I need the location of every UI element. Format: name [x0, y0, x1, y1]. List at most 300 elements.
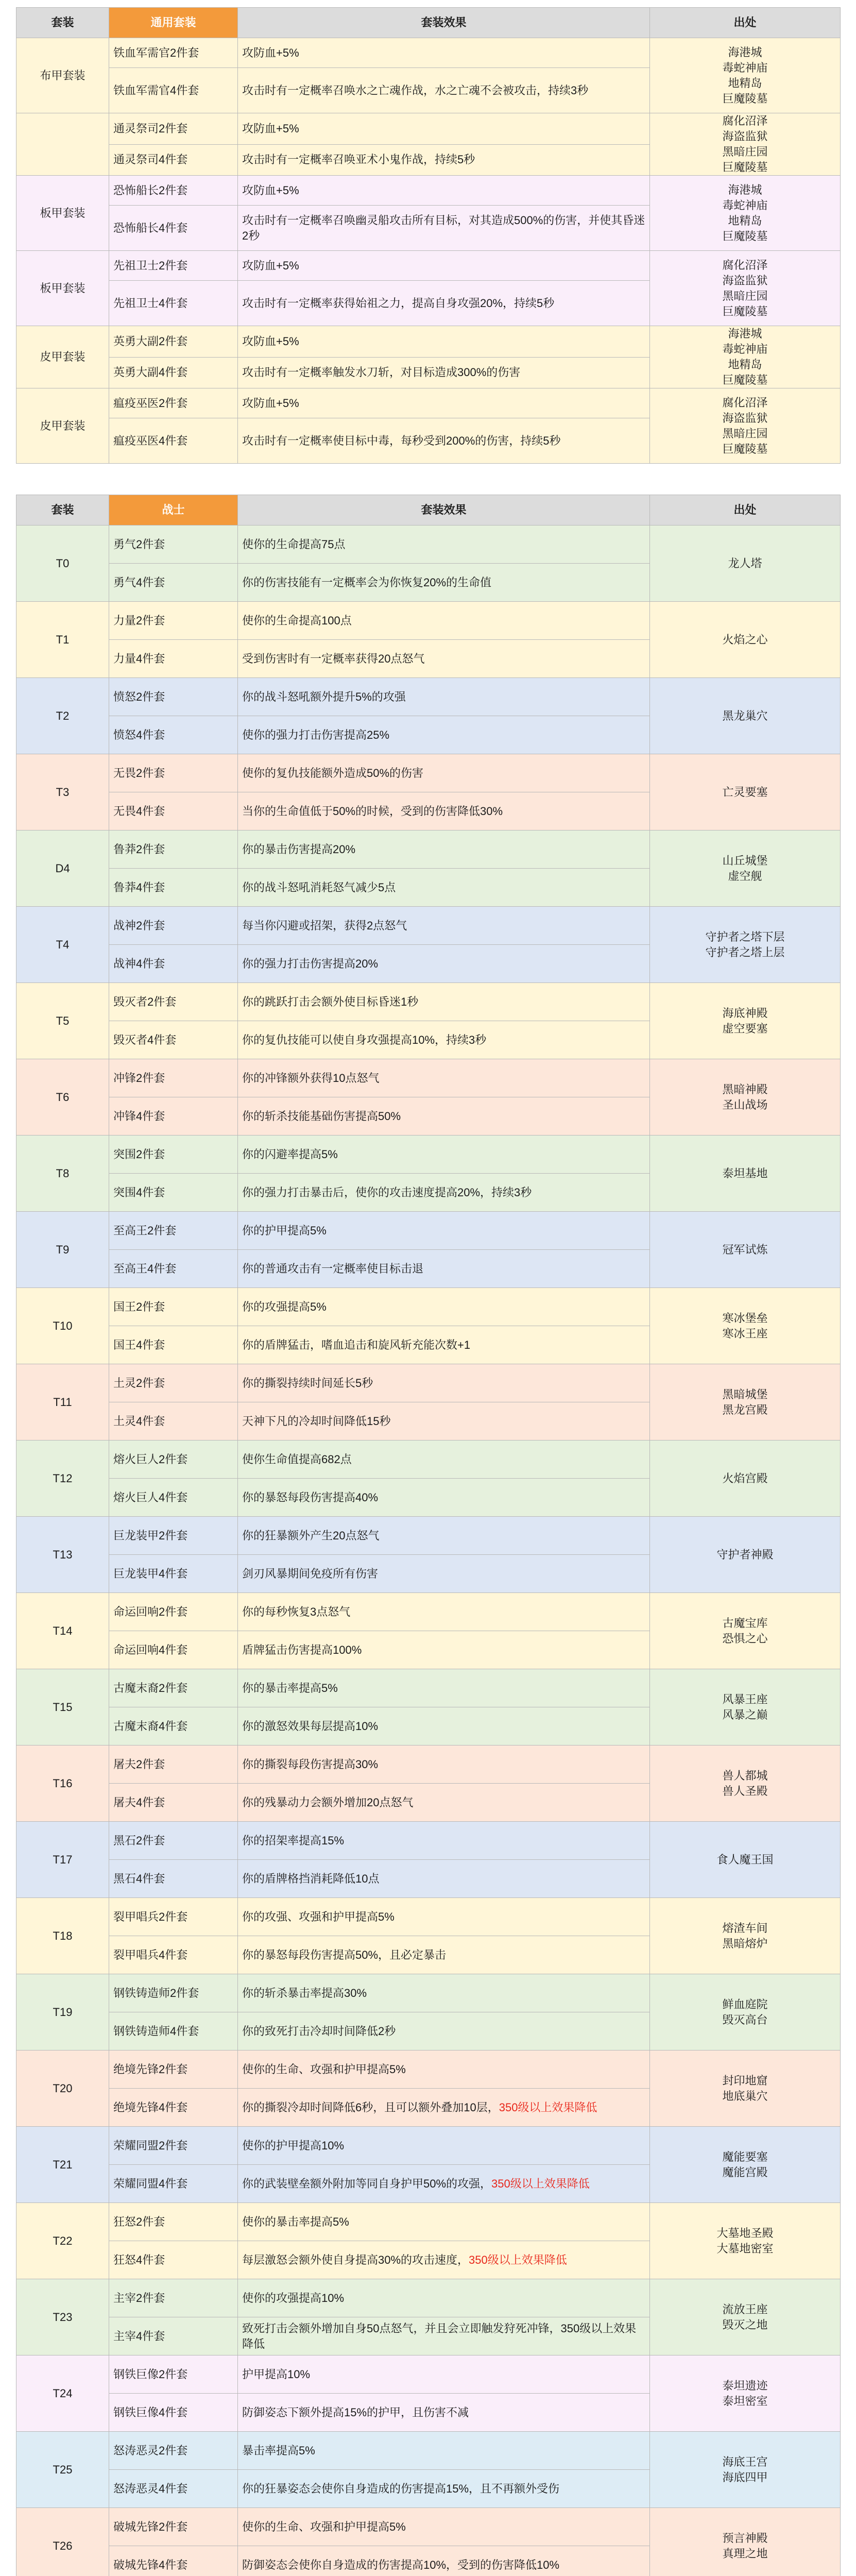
piece-cell: 熔火巨人2件套 — [109, 1440, 238, 1479]
piece-cell: 瘟疫巫医4件套 — [109, 418, 238, 464]
effect-text: 防御姿态下额外提高15%的护甲，且伤害不减 — [242, 2405, 469, 2419]
source-cell — [650, 754, 841, 831]
effect-cell — [238, 640, 650, 678]
effect-text: 攻击时有一定概率召唤幽灵船攻击所有目标，对其造成500%的伤害，并使其昏迷2秒 — [242, 213, 645, 242]
effect-cell — [238, 1021, 650, 1059]
effect-text: 致死打击会额外增加自身50点怒气，并且会立即触发狩死冲锋，350级以上效果降低 — [242, 2321, 637, 2350]
effect-cell — [238, 1593, 650, 1631]
source-location: 黑龙巢穴 — [722, 709, 768, 722]
source-cell — [650, 2050, 841, 2127]
header-tier: 套装 — [16, 495, 109, 526]
piece-cell: 突围4件套 — [109, 1174, 238, 1212]
effect-cell — [238, 2241, 650, 2279]
effect-cell — [238, 831, 650, 869]
effect-cell — [238, 983, 650, 1021]
effect-text: 天神下凡的冷却时间降低15秒 — [242, 1414, 391, 1428]
source-cell — [650, 1898, 841, 1974]
source-location: 海港城 — [728, 327, 762, 340]
set-name-cell: T3 — [16, 754, 109, 831]
source-location: 兽人圣殿 — [722, 1784, 768, 1798]
source-location: 大墓地圣殿 — [716, 2226, 774, 2240]
warrior-set-header-row — [16, 495, 841, 526]
effect-cell — [238, 144, 650, 176]
set-name-cell: T24 — [16, 2355, 109, 2432]
source-location: 熔渣车间 — [722, 1921, 768, 1935]
set-name-cell: T21 — [16, 2127, 109, 2203]
effect-text: 攻防血+5% — [242, 334, 299, 348]
table-row — [16, 326, 841, 358]
effect-cell — [238, 113, 650, 145]
effect-warning-text: 350级以上效果降低 — [469, 2253, 567, 2266]
table-row — [16, 2279, 841, 2317]
piece-cell: 愤怒4件套 — [109, 716, 238, 754]
header-set: 套装 — [16, 8, 109, 38]
table-row — [16, 1669, 841, 1707]
set-name-cell: T11 — [16, 1364, 109, 1440]
table-row — [16, 2432, 841, 2470]
table-row — [16, 2355, 841, 2394]
set-name-cell: T1 — [16, 602, 109, 678]
effect-cell — [238, 1326, 650, 1364]
effect-cell — [238, 68, 650, 113]
piece-cell: 绝境先锋2件套 — [109, 2050, 238, 2089]
effect-cell — [238, 1860, 650, 1898]
source-cell — [650, 526, 841, 602]
set-name-cell — [16, 113, 109, 176]
source-location: 守护者之塔上层 — [705, 945, 785, 959]
source-location: 寒冰王座 — [722, 1327, 768, 1340]
effect-cell — [238, 326, 650, 358]
set-name-cell: T10 — [16, 1288, 109, 1364]
source-location: 魔能宫殿 — [722, 2165, 768, 2179]
effect-cell — [238, 792, 650, 831]
piece-cell: 巨龙装甲4件套 — [109, 1555, 238, 1593]
set-name-cell: T18 — [16, 1898, 109, 1974]
piece-cell: 突围2件套 — [109, 1136, 238, 1174]
source-location: 古魔宝库 — [722, 1616, 768, 1630]
set-name-cell: 布甲套装 — [16, 38, 109, 113]
effect-text: 攻防血+5% — [242, 396, 299, 410]
effect-text: 使你的护甲提高10% — [242, 2139, 345, 2152]
source-location: 海盗监狱 — [722, 130, 768, 143]
source-location: 地底巢穴 — [722, 2089, 768, 2103]
effect-cell — [238, 2355, 650, 2394]
source-cell — [650, 983, 841, 1059]
piece-cell: 鲁莽4件套 — [109, 869, 238, 907]
piece-cell: 铁血军需官4件套 — [109, 68, 238, 113]
source-location: 冠军试炼 — [722, 1243, 768, 1256]
effect-text: 你的暴击率提高5% — [242, 1681, 338, 1694]
source-cell — [650, 1974, 841, 2050]
table-row — [16, 2508, 841, 2546]
effect-text: 使你的生命提高75点 — [242, 537, 346, 551]
piece-cell: 破城先锋2件套 — [109, 2508, 238, 2546]
piece-cell: 战神4件套 — [109, 945, 238, 983]
effect-cell — [238, 2012, 650, 2050]
source-cell — [650, 1669, 841, 1745]
effect-text: 你的战斗怒吼消耗怒气减少5点 — [242, 880, 396, 894]
table-row — [16, 1745, 841, 1784]
effect-text: 你的残暴动力会额外增加20点怒气 — [242, 1795, 414, 1809]
source-location: 泰坦基地 — [722, 1166, 768, 1180]
source-location: 守护者神殿 — [716, 1548, 774, 1561]
source-location: 恐惧之心 — [722, 1632, 768, 1645]
table-row — [16, 38, 841, 68]
set-name-cell: T5 — [16, 983, 109, 1059]
effect-cell — [238, 418, 650, 464]
source-location: 封印地窟 — [722, 2074, 768, 2087]
table-row — [16, 526, 841, 564]
header-warrior: 战士 — [109, 495, 238, 526]
effect-cell — [238, 1288, 650, 1326]
effect-cell — [238, 526, 650, 564]
effect-cell — [238, 388, 650, 418]
header-source-2: 出处 — [650, 495, 841, 526]
piece-cell: 力量4件套 — [109, 640, 238, 678]
effect-cell — [238, 1784, 650, 1822]
piece-cell: 钢铁巨像2件套 — [109, 2355, 238, 2394]
source-cell — [650, 2127, 841, 2203]
effect-text: 每层激怒会额外使自身提高30%的攻击速度， — [242, 2253, 469, 2266]
source-location: 黑龙宫殿 — [722, 1403, 768, 1416]
effect-text: 你的攻强提高5% — [242, 1300, 327, 1313]
effect-cell — [238, 2394, 650, 2432]
source-location: 腐化沼泽 — [722, 114, 768, 127]
effect-cell — [238, 945, 650, 983]
table-gap — [16, 464, 840, 495]
set-name-cell: T17 — [16, 1822, 109, 1898]
source-location: 虚空舰 — [728, 869, 762, 883]
set-name-cell: T19 — [16, 1974, 109, 2050]
source-cell — [650, 1136, 841, 1212]
piece-cell: 黑石4件套 — [109, 1860, 238, 1898]
source-location: 龙人塔 — [728, 556, 762, 570]
table-row — [16, 1212, 841, 1250]
effect-cell — [238, 754, 650, 792]
effect-text: 你的伤害技能有一定概率会为你恢复20%的生命值 — [242, 575, 492, 589]
piece-cell: 无畏2件套 — [109, 754, 238, 792]
general-set-table — [16, 7, 841, 464]
set-name-cell: 板甲套装 — [16, 251, 109, 326]
source-cell — [650, 251, 841, 326]
source-location: 海底四甲 — [722, 2470, 768, 2484]
effect-text: 你的暴怒每段伤害提高40% — [242, 1490, 379, 1504]
table-row — [16, 1822, 841, 1860]
effect-cell — [238, 1707, 650, 1745]
effect-text: 你的招架率提高15% — [242, 1834, 345, 1847]
piece-cell: 瘟疫巫医2件套 — [109, 388, 238, 418]
effect-text: 使你的暴击率提高5% — [242, 2215, 349, 2228]
header-source: 出处 — [650, 8, 841, 38]
piece-cell: 狂怒2件套 — [109, 2203, 238, 2241]
set-name-cell: T26 — [16, 2508, 109, 2576]
source-cell — [650, 602, 841, 678]
effect-cell — [238, 564, 650, 602]
source-cell — [650, 1822, 841, 1898]
set-name-cell: 板甲套装 — [16, 176, 109, 251]
effect-text: 攻击时有一定概率使目标中毒，每秒受到200%的伤害，持续5秒 — [242, 434, 561, 447]
set-name-cell: T16 — [16, 1745, 109, 1822]
effect-text: 你的暴击伤害提高20% — [242, 842, 356, 856]
effect-cell — [238, 2546, 650, 2576]
effect-text: 攻防血+5% — [242, 122, 299, 135]
effect-text: 你的冲锋额外获得10点怒气 — [242, 1071, 380, 1084]
effect-cell — [238, 1059, 650, 1097]
source-location: 黑暗庄园 — [722, 289, 768, 302]
source-location: 地精岛 — [728, 76, 762, 90]
source-location: 巨魔陵墓 — [722, 442, 768, 455]
source-location: 流放王座 — [722, 2302, 768, 2316]
set-name-cell: T0 — [16, 526, 109, 602]
effect-text: 你的致死打击冷却时间降低2秒 — [242, 2024, 396, 2038]
set-name-cell: T9 — [16, 1212, 109, 1288]
table-row — [16, 1517, 841, 1555]
effect-cell — [238, 869, 650, 907]
effect-cell — [238, 1250, 650, 1288]
source-cell — [650, 2508, 841, 2576]
effect-cell — [238, 1440, 650, 1479]
piece-cell: 英勇大副2件套 — [109, 326, 238, 358]
effect-text: 你的狂暴额外产生20点怒气 — [242, 1529, 380, 1542]
piece-cell: 裂甲唱兵4件套 — [109, 1936, 238, 1974]
source-cell — [650, 1593, 841, 1669]
effect-cell — [238, 2165, 650, 2203]
piece-cell: 破城先锋4件套 — [109, 2546, 238, 2576]
set-name-cell: 皮甲套装 — [16, 326, 109, 388]
table-row — [16, 1059, 841, 1097]
effect-cell — [238, 176, 650, 206]
source-location: 黑暗庄园 — [722, 145, 768, 158]
source-cell — [650, 1288, 841, 1364]
effect-warning-text: 350级以上效果降低 — [491, 2177, 590, 2190]
source-cell — [650, 831, 841, 907]
table-row — [16, 1593, 841, 1631]
effect-text: 使你的生命、攻强和护甲提高5% — [242, 2520, 406, 2533]
effect-text: 攻击时有一定概率获得始祖之力，提高自身攻强20%，持续5秒 — [242, 296, 555, 310]
effect-text: 你的斩杀技能基础伤害提高50% — [242, 1109, 401, 1123]
piece-cell: 巨龙装甲2件套 — [109, 1517, 238, 1555]
piece-cell: 勇气4件套 — [109, 564, 238, 602]
source-location: 腐化沼泽 — [722, 258, 768, 272]
source-location: 海盗监狱 — [722, 274, 768, 287]
effect-text: 攻击时有一定概率召唤亚术小鬼作战，持续5秒 — [242, 153, 475, 166]
effect-text: 你的普通攻击有一定概率使目标击退 — [242, 1262, 424, 1275]
source-cell — [650, 1745, 841, 1822]
effect-cell — [238, 1555, 650, 1593]
set-name-cell: T25 — [16, 2432, 109, 2508]
effect-text: 你的撕裂冷却时间降低6秒，且可以额外叠加10层， — [242, 2100, 499, 2114]
effect-text: 你的盾牌格挡消耗降低10点 — [242, 1872, 380, 1885]
source-location: 鲜血庭院 — [722, 1997, 768, 2011]
piece-cell: 古魔末裔2件套 — [109, 1669, 238, 1707]
piece-cell: 铁血军需官2件套 — [109, 38, 238, 68]
source-location: 兽人都城 — [722, 1769, 768, 1782]
piece-cell: 毁灭者4件套 — [109, 1021, 238, 1059]
effect-cell — [238, 1136, 650, 1174]
source-cell — [650, 326, 841, 388]
source-cell — [650, 176, 841, 251]
effect-text: 当你的生命值低于50%的时候，受到的伤害降低30% — [242, 804, 503, 818]
table-row — [16, 602, 841, 640]
set-name-cell: D4 — [16, 831, 109, 907]
piece-cell: 毁灭者2件套 — [109, 983, 238, 1021]
source-location: 毒蛇神庙 — [722, 343, 768, 355]
effect-cell — [238, 1174, 650, 1212]
source-cell — [650, 113, 841, 176]
set-name-cell: 皮甲套装 — [16, 388, 109, 464]
piece-cell: 无畏4件套 — [109, 792, 238, 831]
source-location: 大墓地密室 — [716, 2242, 774, 2255]
effect-text: 你的每秒恢复3点怒气 — [242, 1605, 351, 1618]
piece-cell: 古魔末裔4件套 — [109, 1707, 238, 1745]
source-location: 海港城 — [728, 45, 762, 59]
effect-cell — [238, 1745, 650, 1784]
piece-cell: 命运回响2件套 — [109, 1593, 238, 1631]
piece-cell: 屠夫4件套 — [109, 1784, 238, 1822]
effect-text: 攻击时有一定概率触发水刀斩，对目标造成300%的伤害 — [242, 366, 521, 379]
table-row — [16, 2203, 841, 2241]
source-location: 海港城 — [728, 183, 762, 196]
effect-cell — [238, 1517, 650, 1555]
effect-cell — [238, 1898, 650, 1936]
source-location: 守护者之塔下层 — [705, 930, 785, 943]
effect-cell — [238, 2279, 650, 2317]
piece-cell: 愤怒2件套 — [109, 678, 238, 716]
set-name-cell: T6 — [16, 1059, 109, 1136]
source-location: 海盗监狱 — [722, 411, 768, 425]
source-location: 黑暗熔炉 — [722, 1937, 768, 1950]
source-location: 黑暗神殿 — [722, 1082, 768, 1096]
source-cell — [650, 1364, 841, 1440]
effect-text: 每当你闪避或招架，获得2点怒气 — [242, 919, 407, 932]
piece-cell: 战神2件套 — [109, 907, 238, 945]
piece-cell: 荣耀同盟2件套 — [109, 2127, 238, 2165]
effect-cell — [238, 2508, 650, 2546]
table-row — [16, 1136, 841, 1174]
effect-text: 你的暴怒每段伤害提高50%，且必定暴击 — [242, 1948, 447, 1961]
set-name-cell: T2 — [16, 678, 109, 754]
source-location: 预言神殿 — [722, 2531, 768, 2545]
table-row — [16, 1974, 841, 2012]
source-cell — [650, 1212, 841, 1288]
source-location: 黑暗城堡 — [722, 1387, 768, 1401]
piece-cell: 至高王2件套 — [109, 1212, 238, 1250]
effect-cell — [238, 678, 650, 716]
effect-cell — [238, 1402, 650, 1440]
effect-text: 你的护甲提高5% — [242, 1224, 327, 1237]
source-location: 圣山战场 — [722, 1098, 768, 1111]
effect-cell — [238, 1936, 650, 1974]
piece-cell: 英勇大副4件套 — [109, 357, 238, 388]
table-row — [16, 2127, 841, 2165]
effect-text: 使你的生命、攻强和护甲提高5% — [242, 2062, 406, 2076]
source-cell — [650, 907, 841, 983]
piece-cell: 通灵祭司2件套 — [109, 113, 238, 145]
set-name-cell: T8 — [16, 1136, 109, 1212]
warrior-set-table — [16, 495, 841, 2576]
source-location: 海底王宫 — [722, 2455, 768, 2468]
piece-cell: 黑石2件套 — [109, 1822, 238, 1860]
effect-cell — [238, 2203, 650, 2241]
source-location: 虚空要塞 — [722, 1022, 768, 1035]
effect-text: 使你的生命提高100点 — [242, 614, 352, 627]
effect-text: 防御姿态会使你自身造成的伤害提高10%，受到的伤害降低10% — [242, 2558, 560, 2571]
table-row — [16, 678, 841, 716]
table-row — [16, 113, 841, 145]
table-row — [16, 754, 841, 792]
piece-cell: 主宰4件套 — [109, 2317, 238, 2355]
piece-cell: 裂甲唱兵2件套 — [109, 1898, 238, 1936]
effect-cell — [238, 2470, 650, 2508]
set-name-cell: T15 — [16, 1669, 109, 1745]
set-name-cell: T12 — [16, 1440, 109, 1517]
effect-text: 你的盾牌猛击，嗜血追击和旋风斩充能次数+1 — [242, 1338, 471, 1351]
source-cell — [650, 38, 841, 113]
effect-text: 攻防血+5% — [242, 259, 299, 272]
effect-cell — [238, 1822, 650, 1860]
table-row — [16, 2050, 841, 2089]
effect-text: 你的闪避率提高5% — [242, 1147, 338, 1161]
effect-text: 使你的强力打击伤害提高25% — [242, 728, 390, 741]
piece-cell: 冲锋2件套 — [109, 1059, 238, 1097]
effect-text: 你的强力打击伤害提高20% — [242, 957, 379, 970]
effect-text: 你的撕裂持续时间延长5秒 — [242, 1376, 373, 1389]
effect-cell — [238, 281, 650, 326]
effect-cell — [238, 2050, 650, 2089]
effect-warning-text: 350级以上效果降低 — [499, 2100, 597, 2114]
source-location: 火焰宫殿 — [722, 1471, 768, 1485]
source-location: 寒冰堡垒 — [722, 1311, 768, 1325]
piece-cell: 至高王4件套 — [109, 1250, 238, 1288]
effect-text: 你的攻强、攻强和护甲提高5% — [242, 1910, 395, 1923]
source-location: 泰坦遗迹 — [722, 2379, 768, 2392]
effect-text: 使你生命值提高682点 — [242, 1452, 352, 1466]
header-general-set: 通用套装 — [109, 8, 238, 38]
table-row — [16, 831, 841, 869]
effect-text: 暴击率提高5% — [242, 2444, 315, 2457]
table-row — [16, 1898, 841, 1936]
effect-cell — [238, 357, 650, 388]
source-cell — [650, 1440, 841, 1517]
source-location: 毒蛇神庙 — [722, 198, 768, 212]
set-name-cell: T4 — [16, 907, 109, 983]
source-location: 巨魔陵墓 — [722, 92, 768, 105]
piece-cell: 狂怒4件套 — [109, 2241, 238, 2279]
source-cell — [650, 2279, 841, 2355]
piece-cell: 土灵4件套 — [109, 1402, 238, 1440]
source-location: 地精岛 — [728, 214, 762, 227]
effect-cell — [238, 251, 650, 281]
source-location: 亡灵要塞 — [722, 785, 768, 799]
effect-cell — [238, 1212, 650, 1250]
source-location: 魔能要塞 — [722, 2150, 768, 2163]
effect-text: 盾牌猛击伤害提高100% — [242, 1643, 362, 1656]
effect-cell — [238, 206, 650, 251]
effect-text: 攻防血+5% — [242, 183, 299, 197]
effect-cell — [238, 1631, 650, 1669]
piece-cell: 钢铁铸造师4件套 — [109, 2012, 238, 2050]
piece-cell: 国王4件套 — [109, 1326, 238, 1364]
piece-cell: 通灵祭司4件套 — [109, 144, 238, 176]
effect-cell — [238, 602, 650, 640]
piece-cell: 主宰2件套 — [109, 2279, 238, 2317]
table-row — [16, 1364, 841, 1402]
source-location: 毁灭高台 — [722, 2013, 768, 2026]
set-name-cell: T14 — [16, 1593, 109, 1669]
effect-cell — [238, 1669, 650, 1707]
source-cell — [650, 388, 841, 464]
effect-text: 你的狂暴姿态会使你自身造成的伤害提高15%，且不再额外受伤 — [242, 2482, 560, 2495]
